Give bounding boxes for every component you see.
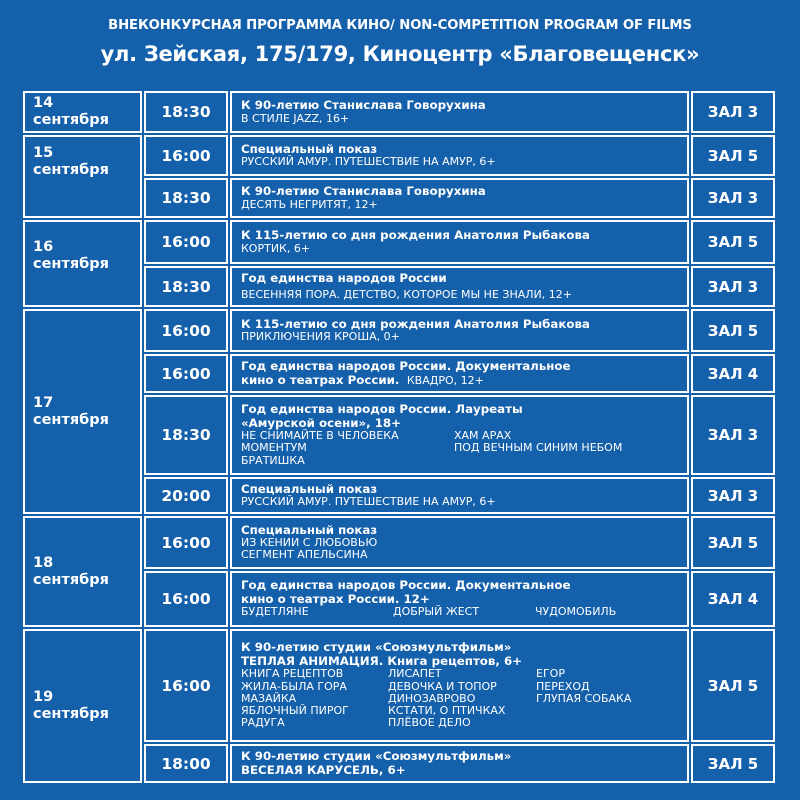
event-cell (230, 744, 689, 783)
hall-cell: ЗАЛ 4 (691, 354, 775, 393)
event-title: Год единства народов России. Документальное (241, 578, 571, 593)
date-cell-15 (23, 135, 142, 218)
hall-cell: ЗАЛ 3 (691, 266, 775, 307)
film-title: РУССКИЙ АМУР. ПУТЕШЕСТВИЕ НА АМУР, 6+ (241, 495, 496, 509)
hall-cell: ЗАЛ 5 (691, 629, 775, 742)
time-cell: 18:30 (144, 178, 228, 218)
event-cell (230, 135, 689, 176)
hall-cell: ЗАЛ 3 (691, 395, 775, 475)
program-title: ВНЕКОНКУРСНАЯ ПРОГРАММА КИНО/ NON-COMPETITION PROGRAM OF FILMS (108, 18, 692, 33)
film-title: ПОД ВЕЧНЫМ СИНИМ НЕБОМ (454, 441, 623, 455)
film-title: ЯБЛОЧНЫЙ ПИРОГ (241, 704, 349, 718)
film-title: КВАДРО, 12+ (406, 373, 484, 387)
event-cell (230, 477, 689, 514)
film-list (241, 606, 687, 618)
film-title: ЕГОР (536, 667, 565, 681)
date-month: сентября (33, 571, 109, 588)
time-cell: 16:00 (144, 629, 228, 742)
film-title: КСТАТИ, О ПТИЧКАХ (388, 704, 506, 718)
film-title: ДИНОЗАВРОВО (388, 691, 476, 705)
event-cell (230, 220, 689, 264)
film-title: КНИГА РЕЦЕПТОВ (241, 667, 344, 681)
event-title: К 115-летию со дня рождения Анатолия Рыбакова (241, 228, 590, 243)
event-subtitle: ВЕСЕЛАЯ КАРУСЕЛЬ, 6+ (241, 762, 406, 777)
date-day: 18 (33, 554, 54, 571)
date-day: 19 (33, 689, 54, 705)
time-cell: 16:00 (144, 135, 228, 176)
film-title: ЛИСАПЕТ (388, 667, 442, 681)
event-subtitle: «Амурской осени», 18+ (241, 415, 402, 430)
film-title: КОРТИК, 6+ (241, 241, 311, 255)
film-title: СЕГМЕНТ АПЕЛЬСИНА (241, 548, 368, 562)
film-title: НЕ СНИМАЙТЕ В ЧЕЛОВЕКА (241, 429, 399, 443)
time-cell: 16:00 (144, 309, 228, 352)
hall-cell: ЗАЛ 5 (691, 135, 775, 176)
hall-cell: ЗАЛ 3 (691, 477, 775, 514)
event-title: Год единства народов России. Лауреаты (241, 402, 523, 417)
film-title: МАЗАЙКА (241, 691, 297, 705)
time-cell: 16:00 (144, 571, 228, 627)
time-cell: 16:00 (144, 220, 228, 264)
film-title: ПРИКЛЮЧЕНИЯ КРОША, 0+ (241, 330, 400, 344)
event-title: Специальный показ (241, 141, 378, 156)
event-cell (230, 354, 689, 393)
time-cell: 18:30 (144, 395, 228, 475)
date-month: сентября (33, 162, 109, 178)
film-title: ДЕВОЧКА И ТОПОР (388, 679, 497, 693)
event-title: Год единства народов России. Документальное (241, 359, 571, 373)
date-month: сентября (33, 411, 109, 428)
film-title: ХАМ АРАХ (454, 429, 512, 443)
date-cell-17 (23, 309, 142, 514)
venue-address: ул. Зейская, 175/179, Киноцентр «Благовещенск» (100, 42, 700, 66)
film-title: РАДУГА (241, 716, 285, 730)
event-subtitle: кино о театрах России. 12+ (241, 591, 430, 606)
date-month: сентября (33, 112, 109, 128)
hall-cell: ЗАЛ 5 (691, 220, 775, 264)
film-list (241, 430, 687, 467)
event-title: К 90-летию Станислава Говорухина (241, 98, 486, 113)
date-cell-19 (23, 629, 142, 783)
film-title: ВЕСЕННЯЯ ПОРА. ДЕТСТВО, КОТОРОЕ МЫ НЕ ЗНАЛИ, 12+ (241, 287, 572, 301)
date-month: сентября (33, 256, 109, 272)
film-title: ПЕРЕХОД (536, 679, 590, 693)
film-title: ИЗ КЕНИИ С ЛЮБОВЬЮ (241, 536, 378, 550)
event-title: Специальный показ (241, 481, 378, 496)
film-title: МОМЕНТУМ (241, 441, 307, 455)
hall-cell: ЗАЛ 5 (691, 744, 775, 783)
event-title: К 115-летию со дня рождения Анатолия Рыбакова (241, 316, 590, 331)
hall-cell: ЗАЛ 3 (691, 91, 775, 133)
hall-cell: ЗАЛ 4 (691, 571, 775, 627)
event-title: Специальный показ (241, 522, 378, 537)
film-title: ЖИЛА-БЫЛА ГОРА (241, 679, 347, 693)
event-cell (230, 178, 689, 218)
date-cell-18 (23, 516, 142, 627)
event-cell (230, 309, 689, 352)
film-title: РУССКИЙ АМУР. ПУТЕШЕСТВИЕ НА АМУР, 6+ (241, 155, 496, 169)
film-list (241, 668, 687, 729)
date-day: 14 (33, 95, 54, 111)
hall-cell: ЗАЛ 3 (691, 178, 775, 218)
time-cell: 18:30 (144, 91, 228, 133)
film-title: ДЕСЯТЬ НЕГРИТЯТ, 12+ (241, 197, 378, 211)
event-title: К 90-летию студии «Союзмультфильм» (241, 749, 512, 763)
film-title: ЧУДОМОБИЛЬ (535, 605, 617, 619)
film-title: В СТИЛЕ JAZZ, 16+ (241, 111, 350, 125)
time-cell: 20:00 (144, 477, 228, 514)
event-cell (230, 629, 689, 742)
event-title: К 90-летию Станислава Говорухина (241, 184, 486, 199)
time-cell: 18:00 (144, 744, 228, 783)
film-title: ПЛЁВОЕ ДЕЛО (388, 716, 471, 730)
film-title: БРАТИШКА (241, 453, 305, 467)
hall-cell: ЗАЛ 5 (691, 309, 775, 352)
film-title: БУДЕТЛЯНЕ (241, 605, 309, 619)
film-title: ГЛУПАЯ СОБАКА (536, 691, 632, 705)
event-title: К 90-летию студии «Союзмультфильм» (241, 640, 512, 655)
date-cell-16 (23, 220, 142, 307)
date-day: 15 (33, 145, 54, 161)
event-title: Год единства народов России (241, 271, 447, 286)
time-cell: 16:00 (144, 354, 228, 393)
hall-cell: ЗАЛ 5 (691, 516, 775, 569)
film-title: ДОБРЫЙ ЖЕСТ (393, 605, 480, 619)
date-cell-14 (23, 91, 142, 133)
event-cell (230, 516, 689, 569)
date-day: 17 (33, 394, 54, 411)
event-cell (230, 395, 689, 475)
time-cell: 16:00 (144, 516, 228, 569)
date-month: сентября (33, 706, 109, 722)
time-cell: 18:30 (144, 266, 228, 307)
event-cell (230, 266, 689, 307)
event-subtitle: кино о театрах России. (241, 372, 400, 387)
event-subtitle: ТЕПЛАЯ АНИМАЦИЯ. Книга рецептов, 6+ (241, 653, 523, 668)
event-cell (230, 91, 689, 133)
event-cell (230, 571, 689, 627)
date-day: 16 (33, 239, 54, 255)
